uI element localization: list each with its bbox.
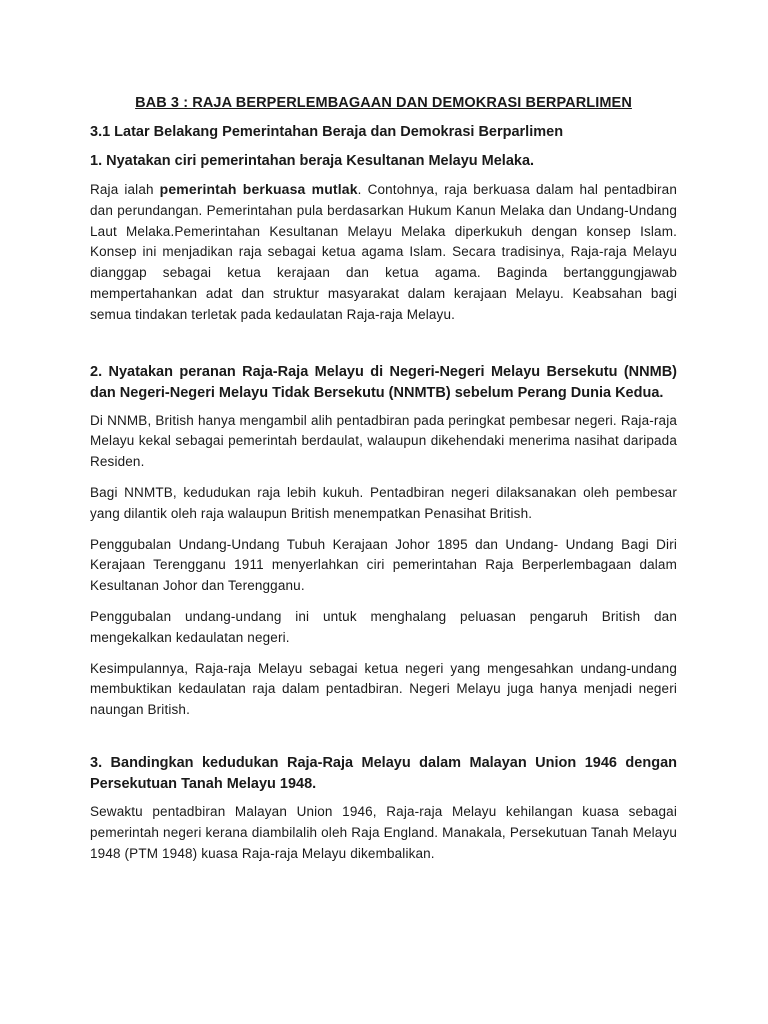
answer-1-prefix: Raja ialah [90, 182, 160, 197]
document-content [90, 93, 677, 874]
section-heading: 3.1 Latar Belakang Pemerintahan Beraja dan Demokrasi Berparlimen [90, 124, 564, 140]
question-1: 1. Nyatakan ciri pemerintahan beraja Kesultanan Melayu Melaka. [90, 153, 535, 169]
answer-3-paragraph-1: Sewaktu pentadbiran Malayan Union 1946, Raja-raja Melayu kehilangan kuasa sebagai pemerintah negeri kerana diambilalih oleh Raja England. Manakala, Persekutuan Tanah Melayu 1948 (PTM 1948) kuasa Raja-raja Melayu dikembalikan. [90, 803, 677, 861]
chapter-title: BAB 3 : RAJA BERPERLEMBAGAAN DAN DEMOKRASI BERPARLIMEN [135, 95, 632, 111]
answer-2-paragraph-5: Kesimpulannya, Raja-raja Melayu sebagai ketua negeri yang mengesahkan undang-undang membuktikan kedaulatan raja dalam pentadbiran. Negeri Melayu juga hanya menjadi negeri naungan British. [90, 660, 677, 718]
spacer [90, 336, 677, 362]
question-3: 3. Bandingkan kedudukan Raja-Raja Melayu dalam Malayan Union 1946 dengan Persekutuan Tanah Melayu 1948. [90, 754, 677, 792]
answer-1-emphasis: pemerintah berkuasa mutlak [159, 181, 358, 197]
answer-2-paragraph-1: Di NNMB, British hanya mengambil alih pentadbiran pada peringkat pembesar negeri. Raja-raja Melayu kekal sebagai pemerintah berdaulat, walaupun dikehendaki menerima nasihat daripada Residen. [90, 412, 677, 470]
answer-1-rest: . Contohnya, raja berkuasa dalam hal pentadbiran dan perundangan. Pemerintahan pula berdasarkan Hukum Kanun Melaka dan Undang-Undang Laut Melaka.Pemerintahan Kesultanan Melayu Melaka diperkukuh dengan konsep Islam. Konsep ini menjadikan raja sebagai ketua agama Islam. Secara tradisinya, Raja-raja Melayu dianggap sebagai ketua kerajaan dan ketua agama. Baginda bertanggungjawab mempertahankan adat dan struktur masyarakat dalam kerajaan Melayu. Keabsahan bagi semua tindakan terletak pada kedaulatan Raja-raja Melayu. [90, 182, 677, 322]
answer-2-paragraph-4: Penggubalan undang-undang ini untuk menghalang peluasan pengaruh British dan mengekalkan kedaulatan negeri. [90, 608, 677, 645]
answer-1-paragraph [90, 179, 677, 326]
question-2: 2. Nyatakan peranan Raja-Raja Melayu di Negeri-Negeri Melayu Bersekutu (NNMB) dan Negeri-Negeri Melayu Tidak Bersekutu (NNMTB) sebelum Perang Dunia Kedua. [90, 363, 677, 401]
answer-2-paragraph-2: Bagi NNMTB, kedudukan raja lebih kukuh. Pentadbiran negeri dilaksanakan oleh pembesar yang dilantik oleh raja walaupun British menempatkan Penasihat British. [90, 484, 677, 521]
answer-2-paragraph-3: Penggubalan Undang-Undang Tubuh Kerajaan Johor 1895 dan Undang- Undang Bagi Diri Kerajaan Terengganu 1911 menyerlahkan ciri pemerintahan Raja Berperlembagaan dalam Kesultanan Johor dan Terengganu. [90, 536, 677, 594]
spacer [90, 731, 677, 753]
